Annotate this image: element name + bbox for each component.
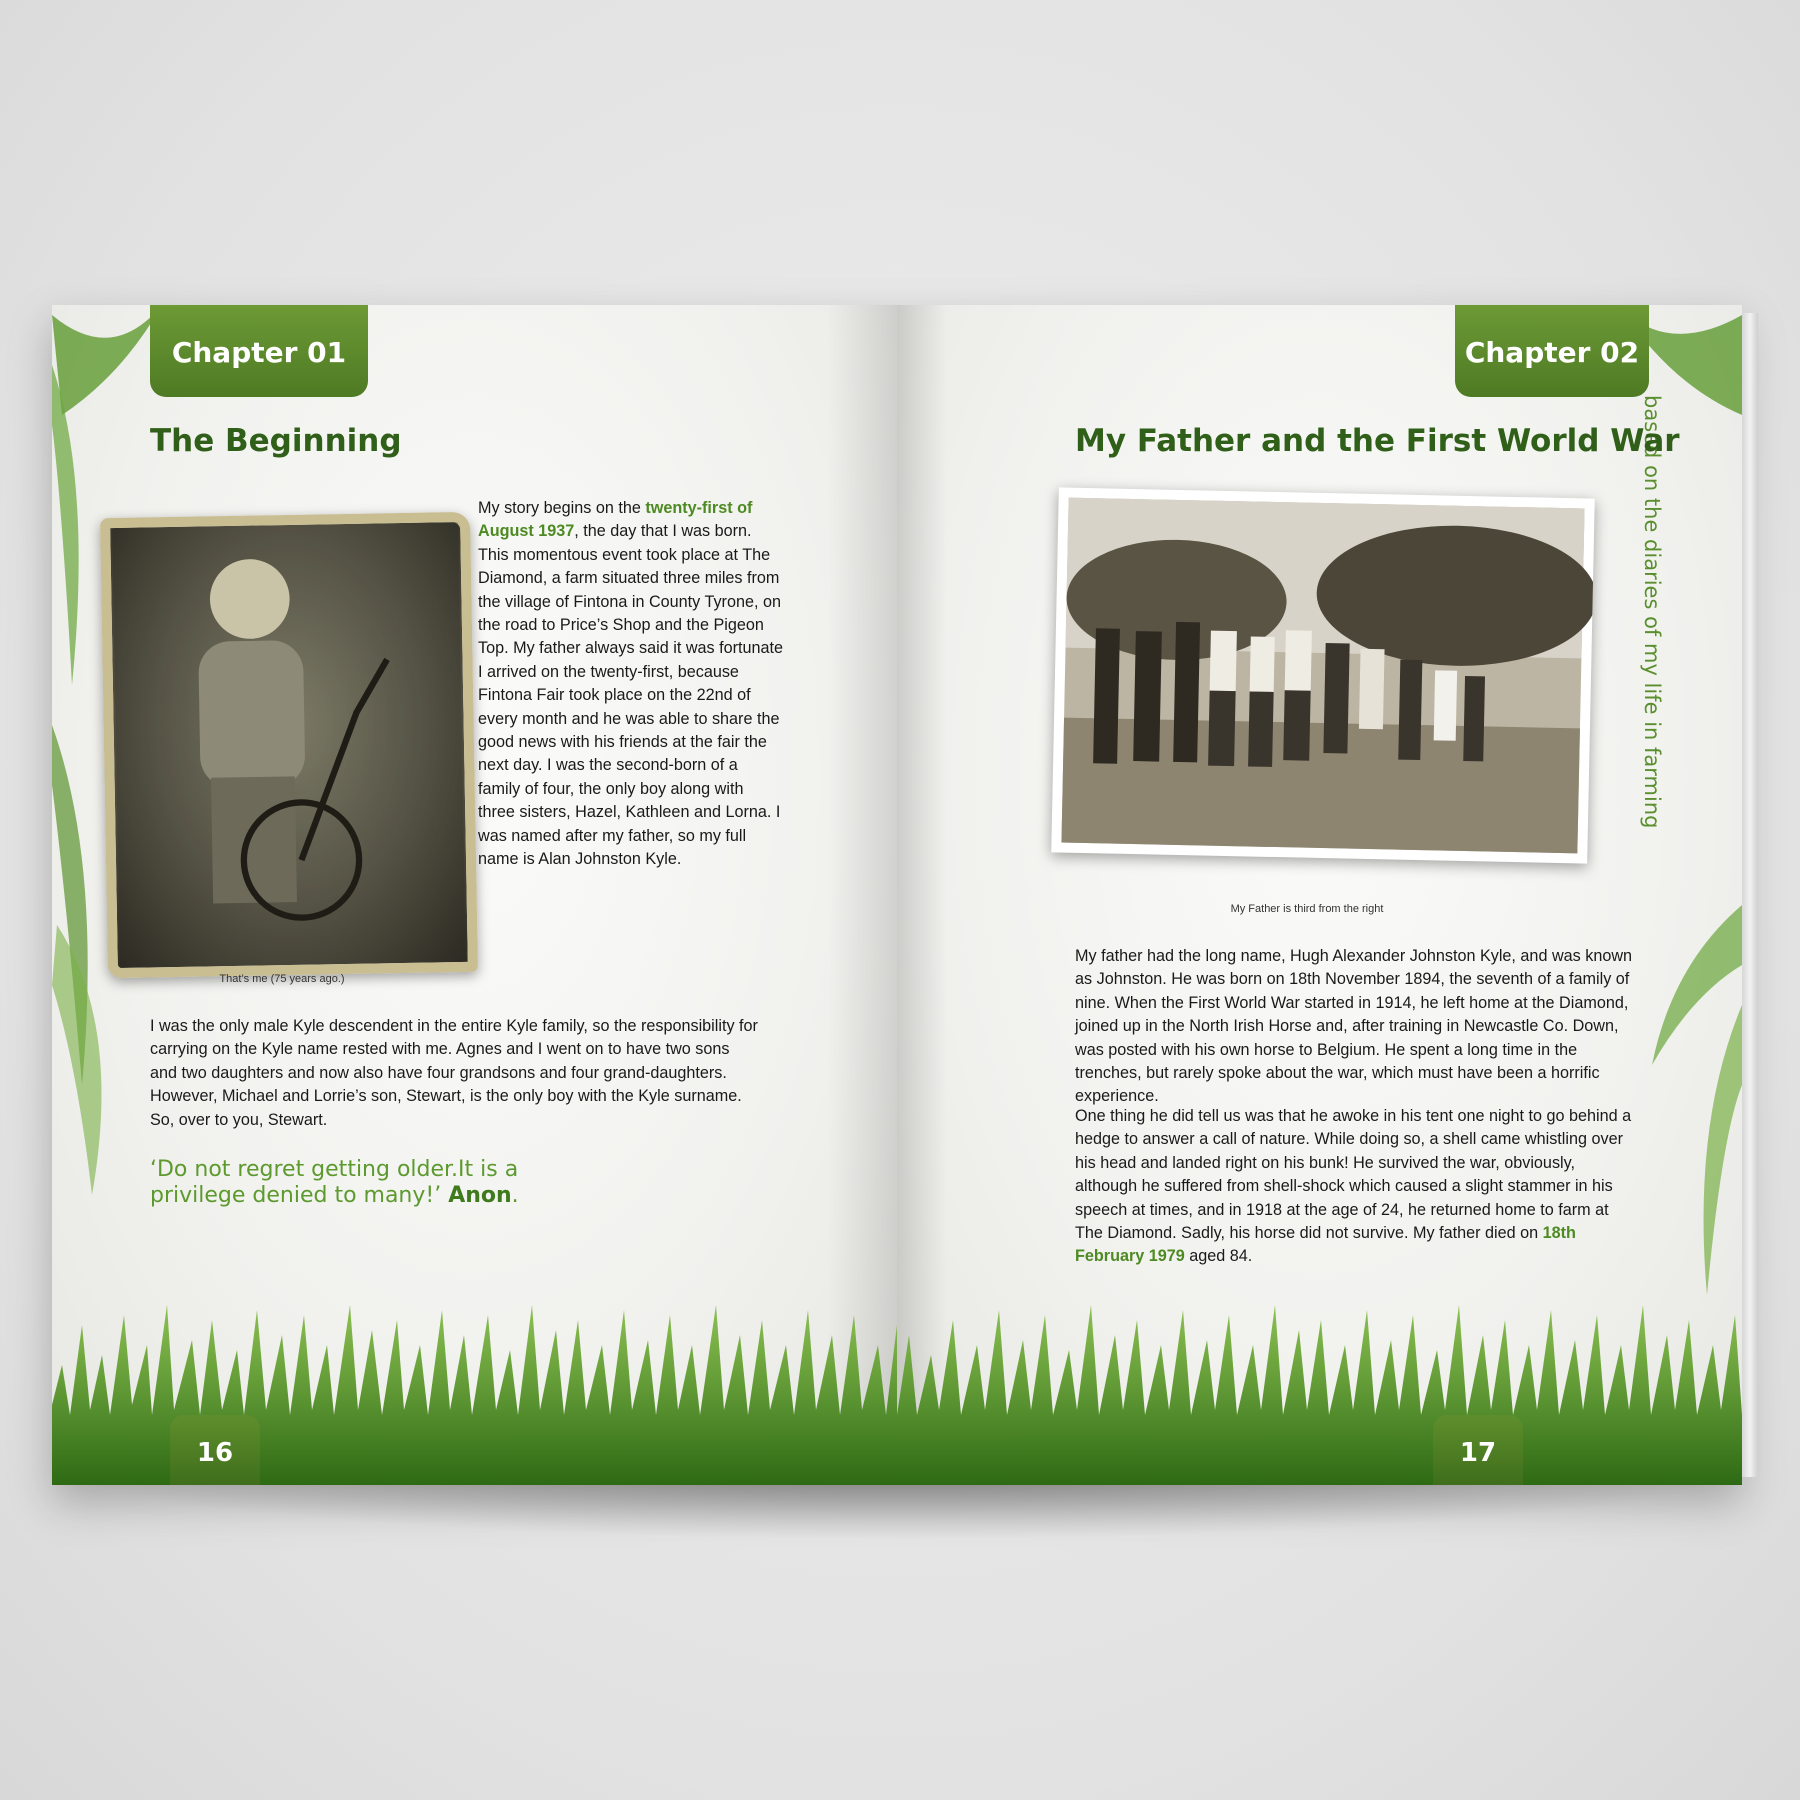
quote-text: ‘Do not regret getting older.It is a privilege denied to many!’ <box>150 1157 519 1208</box>
page-number-text: 16 <box>196 1438 234 1468</box>
father-paragraph-2 <box>1075 1105 1635 1269</box>
page-number <box>1433 1415 1523 1485</box>
page-title: The Beginning <box>150 423 402 459</box>
series-side-text: based on the diaries of my life in farming <box>1640 395 1664 829</box>
quote-author: Anon <box>448 1183 512 1208</box>
birth-date-highlight: twenty-first of August 1937 <box>478 499 753 541</box>
open-book <box>52 305 1742 1485</box>
page-edge <box>1742 313 1758 1477</box>
family-paragraph: I was the only male Kyle descendent in the entire Kyle family, so the responsibility for carrying on the Kyle name rested with me. Agnes and I went on to have two sons and two daughters and now also have four grandsons and four grand-daughters. However, Michael and Lorrie’s son, Stewart, is the only boy with the Kyle surname. So, over to you, Stewart. <box>150 1017 758 1129</box>
father-paragraph-1: My father had the long name, Hugh Alexander Johnston Kyle, and was known as Johnston. He was born on 18th November 1894, the seventh of a family of nine. When the First World War started in 1914, he left home at the Diamond, joined up in the North Irish Horse and, after training in Newcastle Co. Down, was posted with his own horse to Belgium. He spent a long time in the trenches, but rarely spoke about the war, which must have been a horrific experience. <box>1075 947 1633 1106</box>
photo-caption: My Father is third from the right <box>1230 903 1384 915</box>
left-page <box>52 305 897 1485</box>
childhood-photo <box>100 512 478 978</box>
paragraph2-text-b: aged 84. <box>1184 1247 1253 1266</box>
chapter-tab <box>150 305 368 397</box>
child-with-bicycle-icon <box>110 522 468 968</box>
intro-paragraph <box>478 497 783 872</box>
chapter-label: Chapter 01 <box>171 336 347 369</box>
quote: ‘Do not regret getting older.It is a privilege denied to many!’ Anon. <box>150 1157 519 1208</box>
chapter-tab <box>1455 305 1649 397</box>
page-number <box>170 1415 260 1485</box>
page-title: My Father and the First World War <box>1075 423 1680 459</box>
family-group-photo-icon <box>1051 487 1595 863</box>
photo-caption: That’s me (75 years ago.) <box>219 973 345 985</box>
paragraph2-text-a: One thing he did tell us was that he awoke in his tent one night to go behind a hedge to answer a call of nature. While doing so, a shell came whistling over his head and landed right on his bunk! He survived the war, obviously, although he suffered from shell-shock which caused a slight stammer in his speech at times, and in 1918 at the age of 24, he returned home to farm at The Diamond. Sadly, his horse did not survive. My father died on <box>1075 1107 1632 1243</box>
right-page <box>897 305 1742 1485</box>
grass-border-icon <box>897 1285 1742 1485</box>
intro-text-b: , the day that I was born. This momentous event took place at The Diamond, a farm situated three miles from the village of Fintona in County Tyrone, on the road to Price’s Shop and the Pigeon Top. My father always said it was fortunate I arrived on the twenty-first, because Fintona Fair took place on the 22nd of every month and he was able to share the good news with his friends at the fair the next day. I was the second-born of a family of four, the only boy along with three sisters, Hazel, Kathleen and Lorna. I was named after my father, so my full name is Alan Johnston Kyle. <box>478 522 784 869</box>
chapter-label: Chapter 02 <box>1464 336 1640 369</box>
page-number-text: 17 <box>1459 1438 1497 1468</box>
intro-text-a: My story begins on the <box>478 499 646 517</box>
family-photo <box>1051 487 1595 863</box>
death-date-highlight: 18th February 1979 <box>1075 1224 1576 1266</box>
